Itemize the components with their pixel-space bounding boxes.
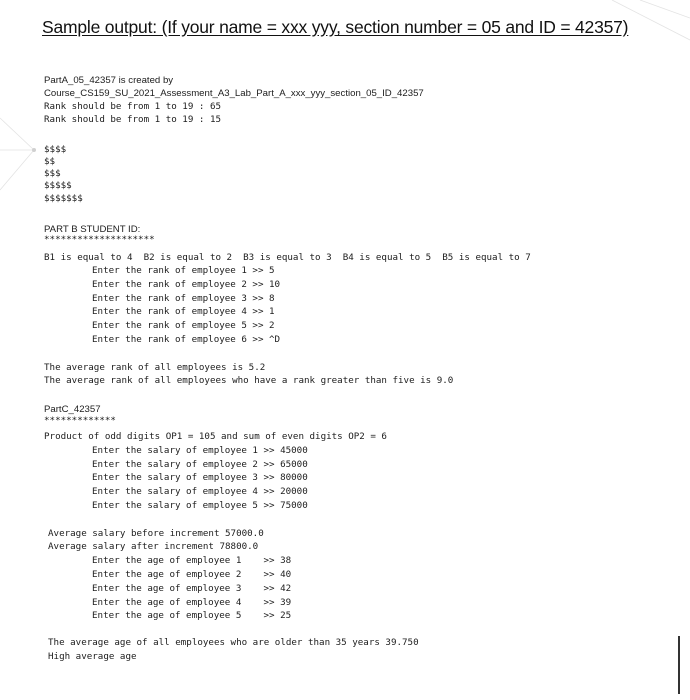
part-a-created-line: PartA_05_42357 is created by bbox=[44, 75, 174, 86]
age-prompt: Enter the age of employee 2 >> 40 bbox=[92, 569, 292, 580]
dollar-line: $$$$$ bbox=[44, 180, 72, 191]
part-c-title: PartC_42357 bbox=[44, 404, 101, 415]
verdict-line: High average age bbox=[48, 651, 137, 662]
dollar-line: $$$$ bbox=[44, 144, 67, 155]
salary-average-line: Average salary after increment 78800.0 bbox=[48, 541, 259, 552]
salary-prompt: Enter the salary of employee 5 >> 75000 bbox=[92, 500, 308, 511]
salary-prompt: Enter the salary of employee 1 >> 45000 bbox=[92, 445, 308, 456]
page-title: Sample output: (If your name = xxx yyy, section number = 05 and ID = 42357) bbox=[42, 17, 629, 37]
product-line: Product of odd digits OP1 = 105 and sum of even digits OP2 = 6 bbox=[44, 431, 387, 442]
average-rank-line: The average rank of all employees is 5.2 bbox=[44, 362, 266, 373]
age-prompt: Enter the age of employee 3 >> 42 bbox=[92, 583, 292, 594]
salary-prompt: Enter the salary of employee 2 >> 65000 bbox=[92, 459, 308, 470]
average-age-line: The average age of all employees who are older than 35 years 39.750 bbox=[48, 637, 419, 648]
age-prompt: Enter the age of employee 4 >> 39 bbox=[92, 597, 292, 608]
dollar-line: $$ bbox=[44, 156, 56, 167]
rank-line: Rank should be from 1 to 19 : 65 bbox=[44, 101, 222, 112]
rank-prompt: Enter the rank of employee 5 >> 2 bbox=[92, 320, 275, 331]
part-a-course-line: Course_CS159_SU_2021_Assessment_A3_Lab_Part_A_xxx_yyy_section_05_ID_42357 bbox=[44, 88, 424, 99]
part-c-stars: ************* bbox=[44, 415, 116, 426]
rank-prompt: Enter the rank of employee 1 >> 5 bbox=[92, 265, 275, 276]
salary-prompt: Enter the salary of employee 4 >> 20000 bbox=[92, 486, 308, 497]
age-prompt: Enter the age of employee 1 >> 38 bbox=[92, 555, 292, 566]
bucket-line: B1 is equal to 4 B2 is equal to 2 B3 is equal to 3 B4 is equal to 5 B5 is equal to 7 bbox=[44, 252, 531, 263]
salary-prompt: Enter the salary of employee 3 >> 80000 bbox=[92, 472, 308, 483]
average-rank-line: The average rank of all employees who have a rank greater than five is 9.0 bbox=[44, 375, 454, 386]
rank-line: Rank should be from 1 to 19 : 15 bbox=[44, 114, 222, 125]
age-prompt: Enter the age of employee 5 >> 25 bbox=[92, 610, 292, 621]
rank-prompt: Enter the rank of employee 4 >> 1 bbox=[92, 306, 275, 317]
part-b-stars: ******************** bbox=[44, 234, 155, 245]
rank-prompt: Enter the rank of employee 2 >> 10 bbox=[92, 279, 281, 290]
rank-prompt: Enter the rank of employee 3 >> 8 bbox=[92, 293, 275, 304]
salary-average-line: Average salary before increment 57000.0 bbox=[48, 528, 264, 539]
dollar-line: $$$$$$$ bbox=[44, 193, 83, 204]
vertical-scrollbar[interactable] bbox=[678, 636, 680, 694]
part-b-title: PART B STUDENT ID: bbox=[44, 224, 141, 235]
dollar-line: $$$ bbox=[44, 168, 61, 179]
rank-prompt: Enter the rank of employee 6 >> ^D bbox=[92, 334, 281, 345]
